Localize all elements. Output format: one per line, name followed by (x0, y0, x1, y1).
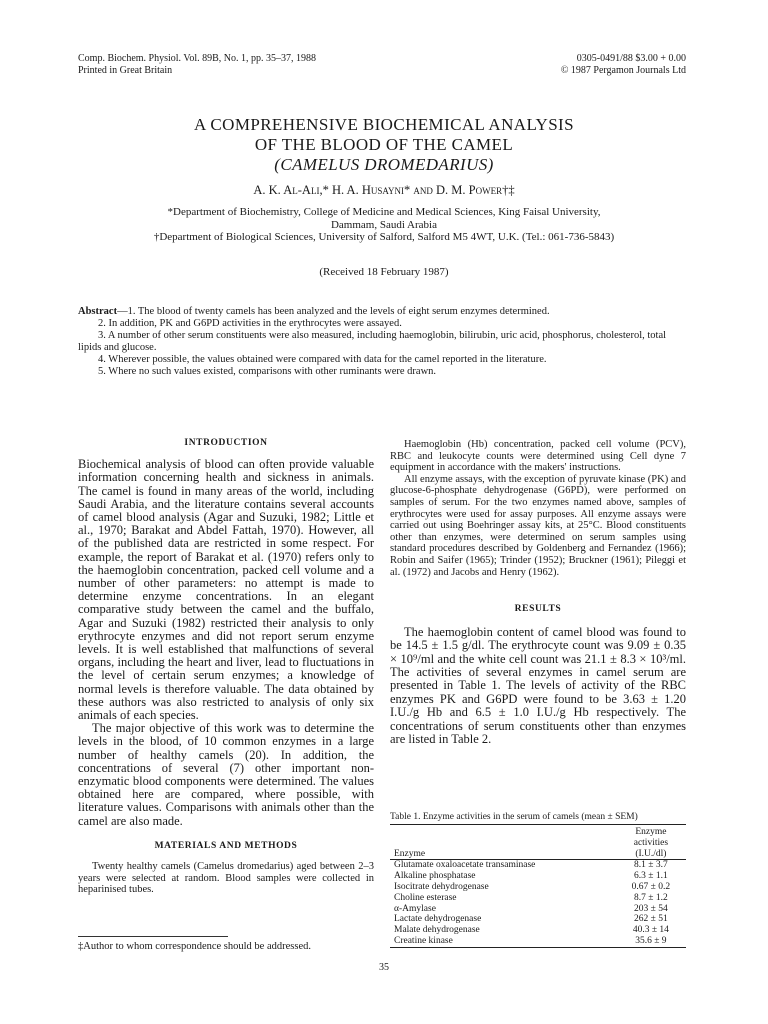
enzyme-activity-cell: 8.1 ± 3.7 (634, 860, 668, 871)
paper-title (0, 115, 768, 175)
table-1-header-activity (616, 825, 686, 860)
table-1-caption: Table 1. Enzyme activities in the serum of camels (mean ± SEM) (390, 812, 638, 822)
title-line-3: (CAMELUS DROMEDARIUS) (274, 155, 494, 174)
correspondence-footnote: ‡Author to whom correspondence should be addressed. (78, 941, 311, 952)
methods-heading: MATERIALS AND METHODS (154, 840, 298, 851)
enzyme-activity-cell: 40.3 ± 14 (632, 925, 669, 936)
table-row (390, 936, 686, 947)
table-1-header-activity-line-3: (I.U./dl) (635, 848, 667, 859)
enzyme-name-cell: Alkaline phosphatase (394, 871, 476, 882)
abstract-point-1: —1. The blood of twenty camels has been analyzed and the levels of eight serum enzymes determined. (117, 306, 550, 317)
table-row (390, 882, 686, 893)
printed-line: Printed in Great Britain (78, 65, 173, 76)
title-line-2: OF THE BLOOD OF THE CAMEL (254, 135, 514, 154)
journal-line: Comp. Biochem. Physiol. Vol. 89B, No. 1, pp. 35–37, 1988 (78, 53, 316, 64)
methods-paragraph-2: Haemoglobin (Hb) concentration, packed cell volume (PCV), RBC and leukocyte counts were determined using Cell dyne 7 equipment in accordance with the makers' instructions. (390, 439, 686, 474)
table-row (390, 904, 686, 915)
table-1-header-enzyme: Enzyme (394, 848, 426, 859)
introduction-paragraph-2: The major objective of this work was to determine the levels in the blood, of 10 common enzymes in a large number of healthy camels (20). In addition, the concentrations of several (7) other important non-enzymatic blood components were determined. The values obtained here are compared, where possible, with literature values. Comparisons with animals other than the camel are also made. (78, 721, 374, 828)
enzyme-name-cell: Isocitrate dehydrogenase (394, 881, 489, 892)
enzyme-activity-cell: 35.6 ± 9 (635, 935, 667, 946)
table-1 (390, 812, 686, 948)
enzyme-name-cell: Glutamate oxaloacetate transaminase (394, 860, 536, 871)
page-number: 35 (379, 962, 389, 973)
table-1-grid (390, 824, 686, 948)
right-column (390, 439, 686, 746)
abstract-point-2: 2. In addition, PK and G6PD activities in the erythrocytes were assayed. (98, 318, 402, 329)
copyright-block (561, 53, 686, 77)
table-row (390, 925, 686, 936)
abstract-point-4: 4. Wherever possible, the values obtained were compared with data for the camel reported in the literature. (98, 354, 547, 365)
results-heading: RESULTS (514, 604, 562, 615)
table-1-header-row (390, 825, 686, 860)
left-column (78, 437, 374, 896)
introduction-heading: INTRODUCTION (184, 438, 268, 448)
table-1-body (390, 860, 686, 947)
abstract-point-5: 5. Where no such values existed, comparisons with other ruminants were drawn. (98, 366, 437, 377)
table-row (390, 871, 686, 882)
enzyme-activity-cell: 6.3 ± 1.1 (634, 871, 668, 882)
enzyme-activity-cell: 262 ± 51 (634, 914, 668, 925)
enzyme-name-cell: Malate dehydrogenase (394, 925, 480, 936)
methods-paragraph-1: Twenty healthy camels (Camelus dromedarius) aged between 2–3 years were selected at random. Blood samples were collected in heparinised tubes. (78, 861, 374, 896)
methods-paragraph-3: All enzyme assays, with the exception of pyruvate kinase (PK) and glucose-6-phosphate dehydrogenase (G6PD), were performed on samples of serum. For the two enzymes named above, samples of erythrocytes were used for assay purposes. All enzyme assays were carried out using Boehringer assay kits, at 25°C. Blood constituents other than enzymes, were determined on serum samples using standard procedures described by Goldenberg and Fernandez (1966); Robin and Saifer (1965); Trinder (1952); Bruckner (1961); Pileggi et al. (1972) and Jacobs and Henry (1962). (390, 473, 686, 578)
abstract (78, 306, 690, 378)
abstract-lead: Abstract (78, 306, 118, 317)
affiliation-1 (78, 206, 690, 232)
introduction-paragraph-1: Biochemical analysis of blood can often provide valuable information concerning health and sickness in animals. The camel is found in many areas of the world, including Saudi Arabia, and the literature contains several accounts of camel blood analysis (Agar and Suzuki, 1982; Little et al., 1970; Barakat and Abdel Fattah, 1970). However, all of the published data are restricted in some respect. For example, the report of Barakat et al. (1970) refers only to the haemoglobin concentration, packed cell volume and a number of other parameters: no attempt is made to determine enzyme concentrations. In an elegant comparative study between the camel and the buffalo, Agar and Suzuki (1982) restricted their analysis to only erythrocyte enzymes and did not report serum enzyme levels. It is well established that malfunctions of several organs, including the heart and liver, lead to fluctuations in the level of certain serum enzymes; a knowledge of normal levels is therefore valuable. The data obtained by these authors was also restricted to analysis of only six animals of each species. (78, 457, 374, 723)
copyright-line: © 1987 Pergamon Journals Ltd (560, 65, 686, 76)
footnote-rule (78, 936, 228, 937)
authors: A. K. Al-Ali,* H. A. Husayni* and D. M. Power†‡ (253, 183, 515, 197)
price-line: 0305-0491/88 $3.00 + 0.00 (576, 53, 686, 64)
enzyme-activity-cell: 203 ± 54 (634, 903, 668, 914)
results-paragraph-1: The haemoglobin content of camel blood was found to be 14.5 ± 1.5 g/dl. The erythrocyte count was 9.09 ± 0.35 × 10⁹/ml and the white cell count was 21.1 ± 8.3 × 10³/ml. The activities of several enzymes in camel serum are presented in Table 1. The levels of activity of the RBC enzymes PK and G6PD were found to be 3.63 ± 1.20 I.U./g Hb and 6.5 ± 1.0 I.U./g Hb respectively. The concentrations of serum constituents other than enzymes are listed in Table 2. (390, 624, 686, 746)
enzyme-name-cell: Choline esterase (394, 892, 457, 903)
table-row (390, 860, 686, 871)
enzyme-name-cell: Creatine kinase (394, 935, 453, 946)
enzyme-name-cell: α-Amylase (394, 903, 436, 914)
enzyme-activity-cell: 0.67 ± 0.2 (631, 881, 671, 892)
affiliation-2: †Department of Biological Sciences, University of Salford, Salford M5 4WT, U.K. (Tel.: 061-736-5843) (153, 231, 615, 243)
journal-citation (78, 53, 316, 77)
enzyme-activity-cell: 8.7 ± 1.2 (634, 892, 668, 903)
table-1-header-activity-line-2: activities (633, 837, 669, 848)
affiliation-1-line-1: *Department of Biochemistry, College of Medicine and Medical Sciences, King Faisal University, (167, 206, 601, 218)
affiliation-1-line-2: Dammam, Saudi Arabia (330, 219, 437, 231)
enzyme-name-cell: Lactate dehydrogenase (394, 914, 482, 925)
title-line-1: A COMPREHENSIVE BIOCHEMICAL ANALYSIS (194, 115, 574, 134)
abstract-point-3: 3. A number of other serum constituents were also measured, including haemoglobin, bilirubin, uric acid, phosphorus, cholesterol, total lipids and glucose. (78, 330, 667, 353)
received-date: (Received 18 February 1987) (319, 266, 449, 278)
table-row (390, 914, 686, 925)
table-1-header-activity-line-1: Enzyme (635, 827, 667, 837)
table-row (390, 893, 686, 904)
